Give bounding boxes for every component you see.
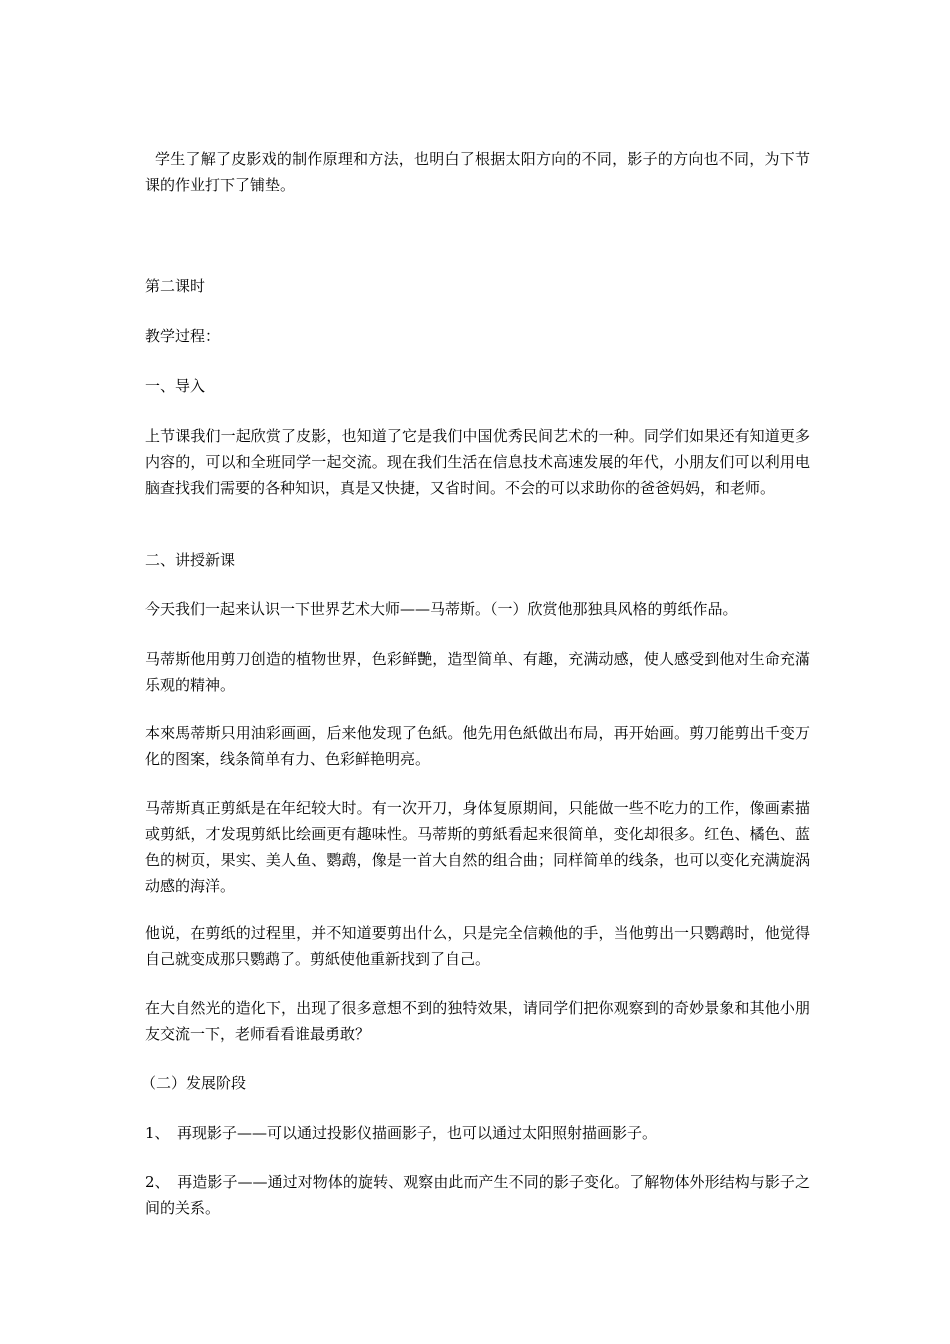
paragraph-matisse-paper-cutting: 马蒂斯真正剪紙是在年纪较大时。有一次开刀，身体复原期间，只能做一些不吃力的工作，像画素描或剪紙，才发現剪紙比绘画更有趣味性。马蒂斯的剪紙看起来很简单，变化却很多。红色、橘色、蓝色的树页，果实、美人鱼、鹦鹉，像是一首大自然的组合曲；同样简单的线条，也可以变化充满旋涡动感的海洋。 [145,799,810,895]
list-item-reproduce-shadow: 1、 再现影子——可以通过投影仪描画影子，也可以通过太阳照射描画影子。 [145,1124,658,1142]
paragraph-matisse-intro: 今天我们一起来认识一下世界艺术大师——马蒂斯。（一）欣赏他那独具风格的剪纸作品。 [145,600,738,618]
paragraph-matisse-plant-world: 马蒂斯他用剪刀创造的植物世界，色彩鲜艷，造型简单、有趣，充满动感，使人感受到他对生命充滿乐观的精神。 [145,650,810,694]
paragraph-student-exchange: 在大自然光的造化下，出现了很多意想不到的独特效果，请同学们把你观察到的奇妙景象和其他小朋友交流一下，老师看看谁最勇敢？ [145,999,810,1043]
section-new-lesson-heading: 二、讲授新课 [145,551,236,569]
list-item-recreate-shadow: 2、 再造影子——通过对物体的旋转、观察由此而产生不同的影子变化。了解物体外形结构与影子之间的关系。 [145,1173,810,1217]
section-development-heading: （二）发展阶段 [141,1074,247,1092]
paragraph-shadow-play-summary: 学生了解了皮影戏的制作原理和方法，也明白了根据太阳方向的不同，影子的方向也不同，为下节课的作业打下了铺垫。 [145,150,810,194]
paragraph-matisse-quote: 他说，在剪纸的过程里，并不知道要剪出什么，只是完全信赖他的手，当他剪出一只鹦鹉时，他觉得自己就变成那只鹦鹉了。剪紙使他重新找到了自己。 [145,924,810,968]
paragraph-introduction: 上节课我们一起欣赏了皮影，也知道了它是我们中国优秀民间艺术的一种。同学们如果还有知道更多内容的，可以和全班同学一起交流。现在我们生活在信息技术高速发展的年代，小朋友们可以利用电脑查找我们需要的各种知识，真是又快捷，又省时间。不会的可以求助你的爸爸妈妈，和老师。 [145,427,810,497]
section-introduction-heading: 一、导入 [145,377,206,395]
paragraph-matisse-colored-paper: 本來馬蒂斯只用油彩画画，后来他发现了色紙。他先用色紙做出布局，再开始画。剪刀能剪出千变万化的图案，线条简单有力、色彩鲜艳明亮。 [145,724,810,768]
lesson-heading: 第二课时 [145,277,206,295]
teaching-process-heading: 教学过程： [145,327,221,345]
